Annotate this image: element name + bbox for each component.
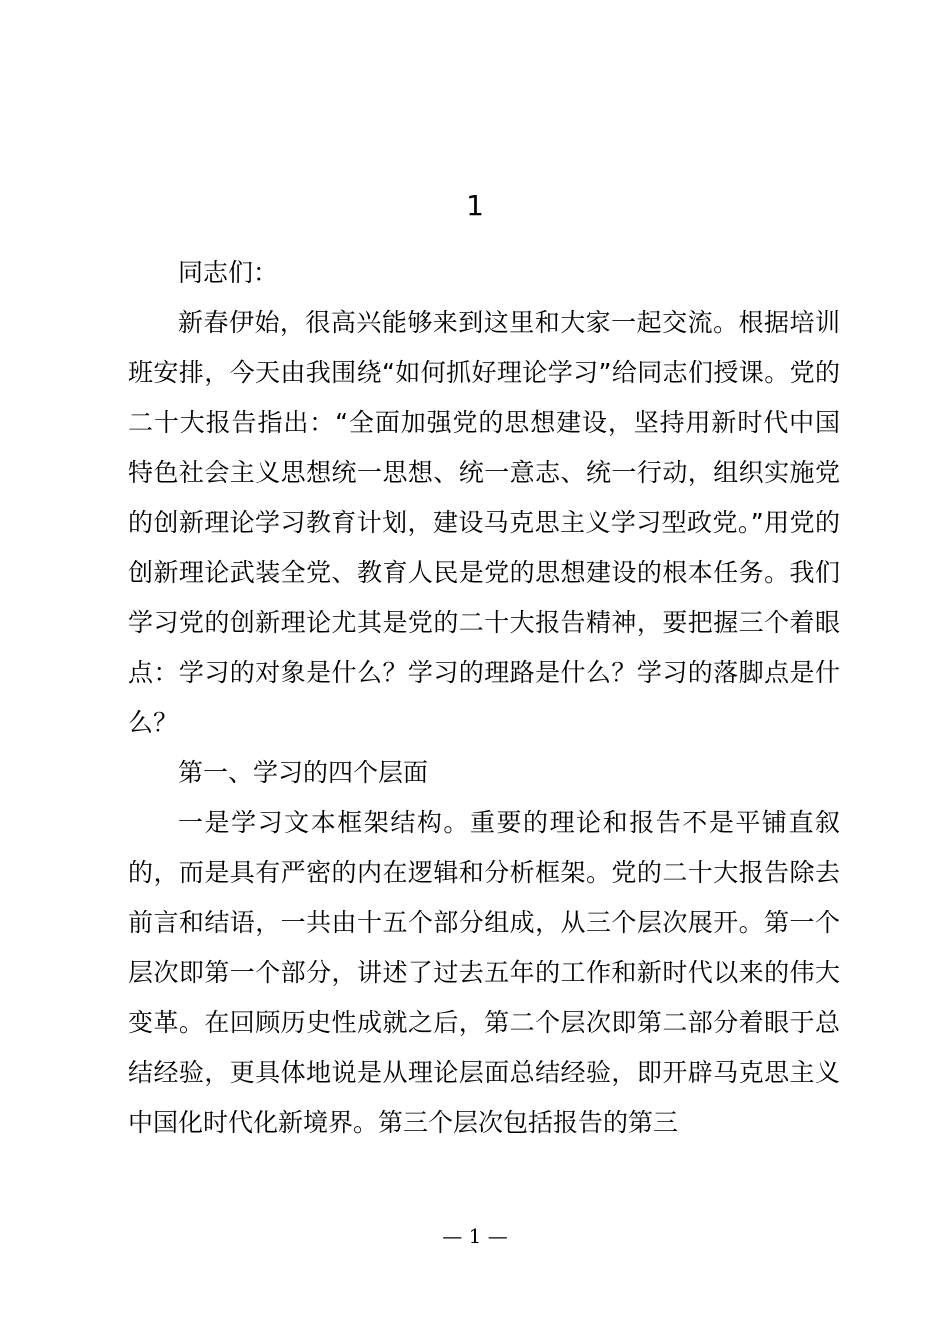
intro-paragraph: 新春伊始，很高兴能够来到这里和大家一起交流。根据培训班安排，今天由我围绕“如何抓好理论学习”给同志们授课。党的二十大报告指出：“全面加强党的思想建设，坚持用新时代中国特色社会主义思想统一思想、统一意志、统一行动，组织实施党的创新理论学习教育计划，建设马克思主义学习型政党。”用党的创新理论武装全党、教育人民是党的思想建设的根本任务。我们学习党的创新理论尤其是党的二十大报告精神，要把握三个着眼点：学习的对象是什么？学习的理路是什么？学习的落脚点是什么？ xyxy=(128,308,840,737)
body-paragraph: 一是学习文本框架结构。重要的理论和报告不是平铺直叙的，而是具有严密的内在逻辑和分析框架。党的二十大报告除去前言和结语，一共由十五个部分组成，从三个层次展开。第一个层次即第一个部分，讲述了过去五年的工作和新时代以来的伟大变革。在回顾历史性成就之后，第二个层次即第二部分着眼于总结经验，更具体地说是从理论层面总结经验，即开辟马克思主义中国化时代化新境界。第三个层次包括报告的第三 xyxy=(128,808,840,1137)
page-number-footer: — 1 — xyxy=(442,1224,508,1248)
section-heading: 第一、学习的四个层面 xyxy=(178,758,429,787)
salutation-paragraph: 同志们： xyxy=(178,258,279,287)
page-title: 1 xyxy=(466,189,484,222)
document-body xyxy=(128,248,840,1148)
